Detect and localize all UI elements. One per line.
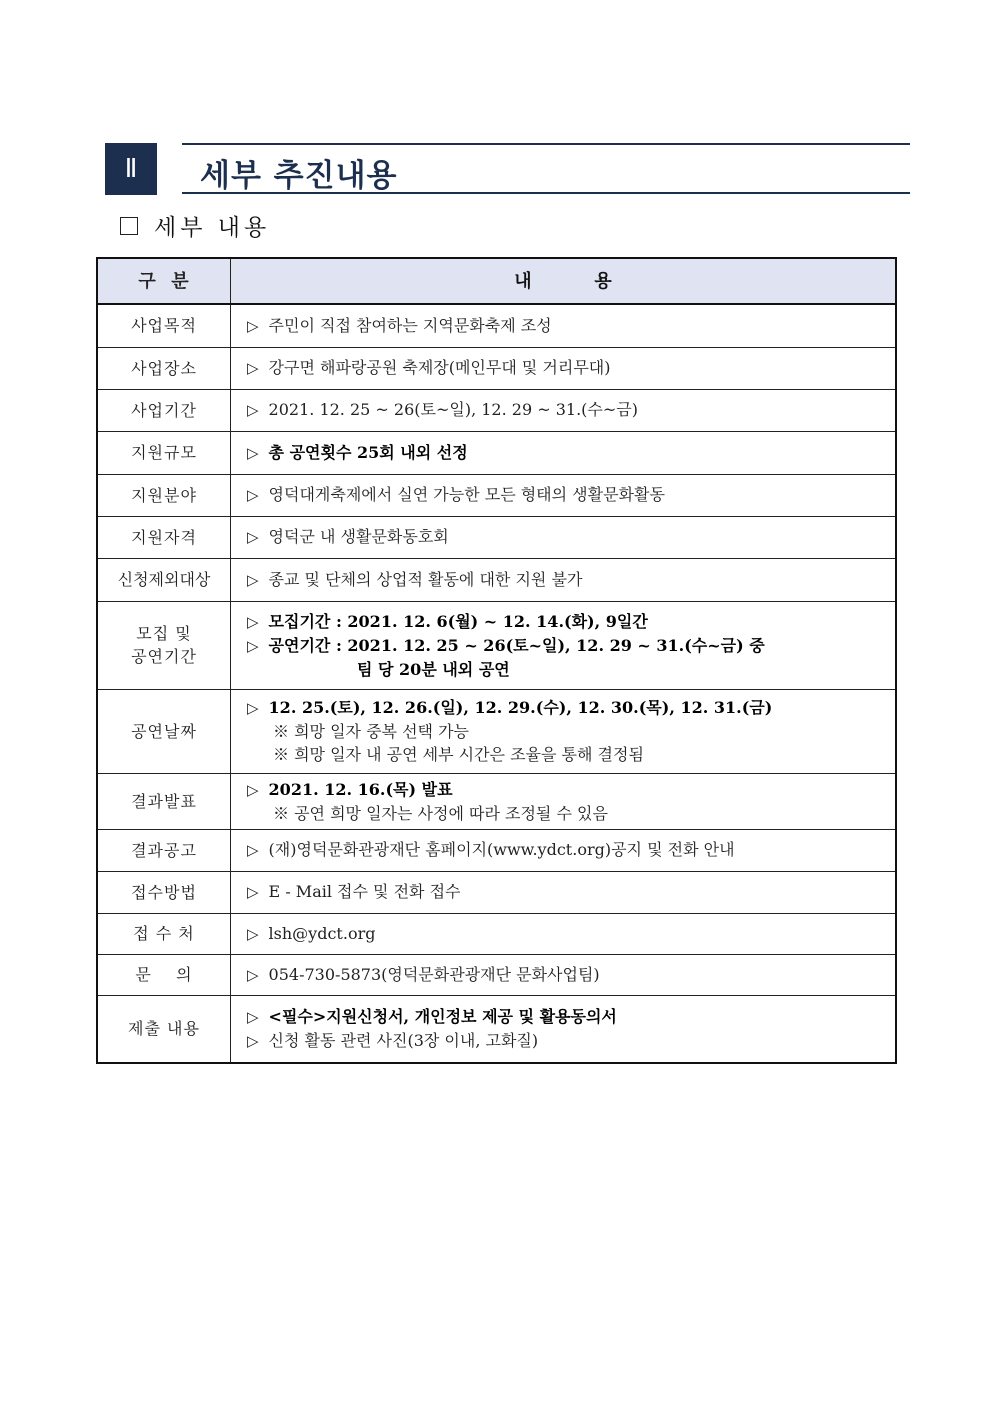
table-row bbox=[97, 601, 896, 689]
row-label-line: 공연기간 bbox=[131, 647, 197, 666]
arrow-icon: ▷ bbox=[247, 1007, 259, 1026]
row-label: 신청제외대상 bbox=[97, 558, 231, 601]
row-content bbox=[231, 304, 897, 347]
row-content bbox=[231, 601, 897, 689]
section-title: 세부 추진내용 bbox=[200, 158, 398, 194]
row-content bbox=[231, 995, 897, 1063]
table-row bbox=[97, 389, 896, 431]
row-text: 2021. 12. 25 ~ 26(토~일), 12. 29 ~ 31.(수~금) bbox=[268, 400, 638, 419]
row-label: 지원규모 bbox=[97, 431, 231, 474]
arrow-icon: ▷ bbox=[247, 883, 259, 901]
row-text: E - Mail 접수 및 전화 접수 bbox=[268, 882, 461, 901]
subheading-text: 세부 내용 bbox=[154, 215, 271, 241]
detail-table bbox=[96, 257, 897, 1064]
checkbox-square-icon bbox=[120, 217, 138, 235]
row-text: 팀 당 20분 내외 공연 bbox=[357, 659, 510, 679]
note-text: ※ 희망 일자 중복 선택 가능 bbox=[273, 722, 469, 741]
row-content bbox=[231, 347, 897, 389]
header-content: 내 용 bbox=[231, 258, 897, 304]
row-label: 공연날짜 bbox=[97, 689, 231, 773]
row-label: 지원분야 bbox=[97, 474, 231, 516]
arrow-icon: ▷ bbox=[247, 443, 259, 462]
note-text: ※ 공연 희망 일자는 사정에 따라 조정될 수 있음 bbox=[273, 803, 608, 823]
header-category: 구 분 bbox=[97, 258, 231, 304]
row-text: 종교 및 단체의 상업적 활동에 대한 지원 불가 bbox=[268, 569, 583, 589]
row-text: 신청 활동 관련 사진(3장 이내, 고화질) bbox=[268, 1030, 539, 1050]
table-row bbox=[97, 773, 896, 829]
note-text: ※ 희망 일자 내 공연 세부 시간은 조율을 통해 결정됨 bbox=[273, 745, 644, 764]
table-row bbox=[97, 871, 896, 913]
phone-text: 054-730-5873(영덕문화관광재단 문화사업팀) bbox=[268, 964, 600, 984]
row-label: 지원자격 bbox=[97, 516, 231, 558]
row-label: 접수방법 bbox=[97, 871, 231, 913]
arrow-icon: ▷ bbox=[247, 636, 259, 655]
arrow-icon: ▷ bbox=[247, 924, 259, 943]
table-row bbox=[97, 954, 896, 995]
table-row bbox=[97, 431, 896, 474]
row-text: 주민이 직접 참여하는 지역문화축제 조성 bbox=[268, 315, 552, 335]
row-text: 영덕대게축제에서 실연 가능한 모든 형태의 생활문화활동 bbox=[268, 485, 665, 504]
row-text: 12. 25.(토), 12. 26.(일), 12. 29.(수), 12. 30.(목), 12. 31.(금) bbox=[268, 698, 773, 717]
row-label: 결과공고 bbox=[97, 829, 231, 871]
arrow-icon: ▷ bbox=[247, 401, 259, 419]
row-content bbox=[231, 389, 897, 431]
arrow-icon: ▷ bbox=[247, 570, 259, 589]
table-row bbox=[97, 558, 896, 601]
row-text: 강구면 해파랑공원 축제장(메인무대 및 거리무대) bbox=[268, 358, 611, 377]
table-row bbox=[97, 829, 896, 871]
table-row bbox=[97, 995, 896, 1063]
row-text: (재)영덕문화관광재단 홈페이지(www.ydct.org)공지 및 전화 안내 bbox=[268, 840, 735, 859]
table-row bbox=[97, 913, 896, 954]
email-text: lsh@ydct.org bbox=[268, 923, 376, 943]
row-content bbox=[231, 913, 897, 954]
row-label bbox=[97, 601, 231, 689]
arrow-icon: ▷ bbox=[247, 699, 259, 717]
table-header-row bbox=[97, 258, 896, 304]
row-content bbox=[231, 871, 897, 913]
row-label: 사업기간 bbox=[97, 389, 231, 431]
row-label: 사업장소 bbox=[97, 347, 231, 389]
section-title-bar bbox=[182, 143, 910, 194]
subheading bbox=[120, 209, 270, 242]
arrow-icon: ▷ bbox=[247, 1031, 259, 1050]
arrow-icon: ▷ bbox=[247, 528, 259, 546]
table-row bbox=[97, 347, 896, 389]
row-content bbox=[231, 558, 897, 601]
arrow-icon: ▷ bbox=[247, 841, 259, 859]
row-content bbox=[231, 773, 897, 829]
row-text: 공연기간 : 2021. 12. 25 ~ 26(토~일), 12. 29 ~ 31.(수~금) 중 bbox=[268, 635, 765, 655]
row-content bbox=[231, 474, 897, 516]
table-row bbox=[97, 516, 896, 558]
arrow-icon: ▷ bbox=[247, 780, 259, 799]
arrow-icon: ▷ bbox=[247, 486, 259, 504]
section-number-badge bbox=[105, 143, 157, 195]
row-label-line: 모집 및 bbox=[136, 624, 192, 643]
row-text: 2021. 12. 16.(목) 발표 bbox=[268, 779, 453, 799]
row-text: <필수>지원신청서, 개인정보 제공 및 활용동의서 bbox=[268, 1006, 617, 1026]
row-label: 접 수 처 bbox=[97, 913, 231, 954]
row-content bbox=[231, 431, 897, 474]
row-text: 영덕군 내 생활문화동호회 bbox=[268, 527, 449, 546]
row-text: 모집기간 : 2021. 12. 6(월) ~ 12. 14.(화), 9일간 bbox=[268, 611, 648, 631]
table-row bbox=[97, 304, 896, 347]
table-row bbox=[97, 474, 896, 516]
arrow-icon: ▷ bbox=[247, 612, 259, 631]
table-row bbox=[97, 689, 896, 773]
row-content bbox=[231, 829, 897, 871]
arrow-icon: ▷ bbox=[247, 316, 259, 335]
section-number: Ⅱ bbox=[124, 154, 138, 184]
row-label: 제출 내용 bbox=[97, 995, 231, 1063]
row-content bbox=[231, 689, 897, 773]
row-content bbox=[231, 954, 897, 995]
arrow-icon: ▷ bbox=[247, 359, 259, 377]
row-label: 문 의 bbox=[97, 954, 231, 995]
row-text: 총 공연횟수 25회 내외 선정 bbox=[268, 442, 468, 462]
arrow-icon: ▷ bbox=[247, 965, 259, 984]
row-label: 결과발표 bbox=[97, 773, 231, 829]
row-content bbox=[231, 516, 897, 558]
row-label: 사업목적 bbox=[97, 304, 231, 347]
